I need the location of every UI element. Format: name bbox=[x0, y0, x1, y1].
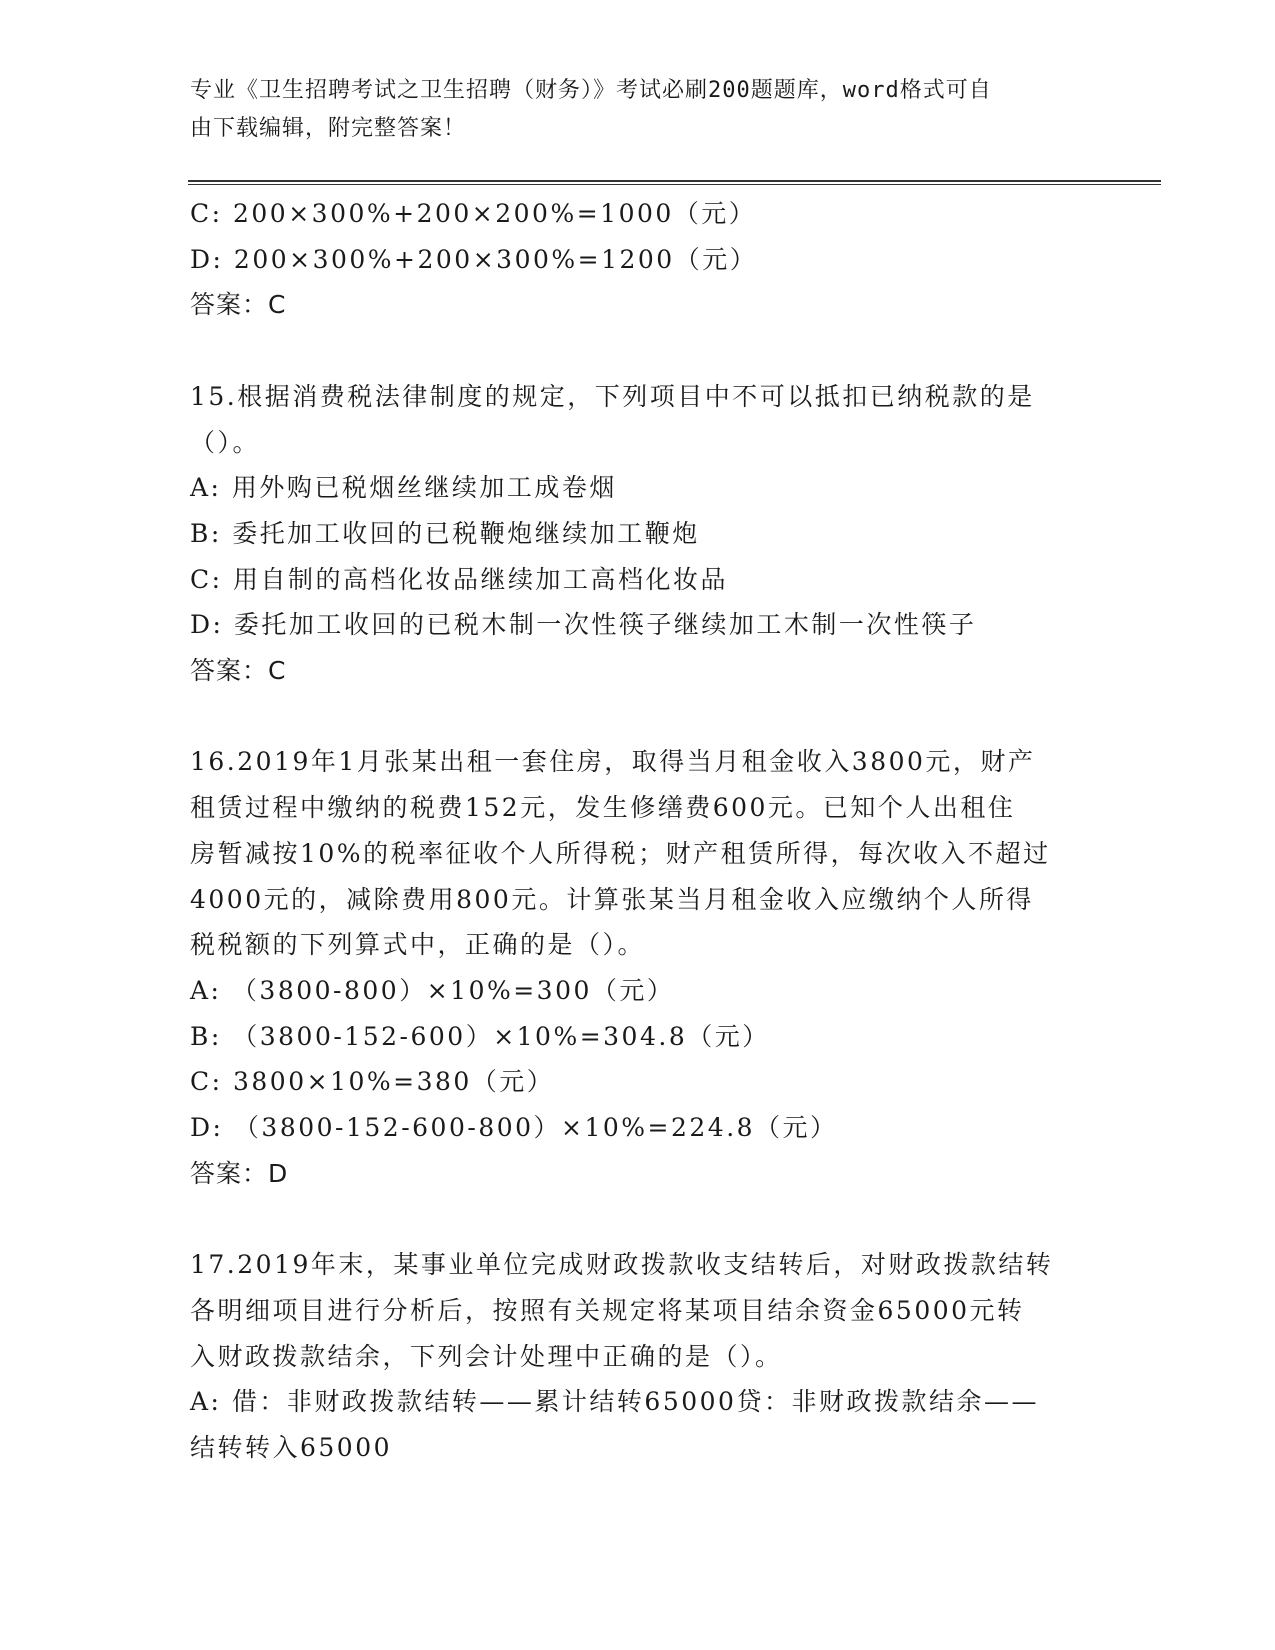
q16-stem-line-3: 房暂减按10%的税率征收个人所得税；财产租赁所得，每次收入不超过 bbox=[190, 838, 1051, 868]
question-content bbox=[190, 191, 1090, 1471]
q15-option-a: A: 用外购已税烟丝继续加工成卷烟 bbox=[190, 473, 617, 503]
q16-option-a: A: （3800-800）×10%=300（元） bbox=[190, 975, 675, 1005]
q15-stem-line-2: （）。 bbox=[190, 427, 261, 457]
q16-answer: 答案：D bbox=[190, 1158, 289, 1188]
header-divider-thin bbox=[188, 184, 1161, 185]
q17-stem-line-3: 入财政拨款结余，下列会计处理中正确的是（）。 bbox=[190, 1341, 783, 1371]
q14-answer: 答案：C bbox=[190, 290, 287, 320]
q17-option-a-line-2: 结转转入65000 bbox=[190, 1432, 393, 1462]
q15-option-b: B: 委托加工收回的已税鞭炮继续加工鞭炮 bbox=[190, 518, 700, 548]
header-line-2: 由下载编辑，附完整答案！ bbox=[190, 116, 467, 141]
q15-option-c: C: 用自制的高档化妆品继续加工高档化妆品 bbox=[190, 564, 728, 594]
spacer bbox=[190, 1196, 1090, 1242]
q16-stem-line-2: 租赁过程中缴纳的税费152元，发生修缮费600元。已知个人出租住 bbox=[190, 793, 1016, 823]
q17-option-a-line-1: A: 借：非财政拨款结转——累计结转65000贷：非财政拨款结余—— bbox=[190, 1387, 1039, 1417]
q14-option-c: C: 200×300%+200×200%=1000（元） bbox=[190, 199, 757, 228]
q15-stem-line-1: 15.根据消费税法律制度的规定，下列项目中不可以抵扣已纳税款的是 bbox=[190, 381, 1035, 411]
header-line-1: 专业《卫生招聘考试之卫生招聘（财务）》考试必刷200题题库，word格式可自 bbox=[190, 78, 992, 103]
q15-option-d: D: 委托加工收回的已税木制一次性筷子继续加工木制一次性筷子 bbox=[190, 610, 977, 640]
q17-stem-line-1: 17.2019年末，某事业单位完成财政拨款收支结转后，对财政拨款结转 bbox=[190, 1250, 1054, 1280]
q14-option-d: D: 200×300%+200×300%=1200（元） bbox=[190, 244, 758, 274]
spacer bbox=[190, 328, 1090, 374]
q16-stem-line-1: 16.2019年1月张某出租一套住房，取得当月租金收入3800元，财产 bbox=[190, 747, 1036, 777]
q16-option-c: C: 3800×10%=380（元） bbox=[190, 1067, 555, 1097]
q15-answer: 答案：C bbox=[190, 656, 287, 686]
page-header bbox=[190, 72, 1090, 148]
spacer bbox=[190, 694, 1090, 740]
q16-option-d: D: （3800-152-600-800）×10%=224.8（元） bbox=[190, 1113, 838, 1143]
q16-stem-line-4: 4000元的，减除费用800元。计算张某当月租金收入应缴纳个人所得 bbox=[190, 884, 1034, 914]
q17-stem-line-2: 各明细项目进行分析后，按照有关规定将某项目结余资金65000元转 bbox=[190, 1295, 1025, 1325]
q16-stem-line-5: 税税额的下列算式中，正确的是（）。 bbox=[190, 930, 646, 960]
header-divider-thick bbox=[188, 180, 1161, 182]
q16-option-b: B: （3800-152-600）×10%=304.8（元） bbox=[190, 1021, 770, 1051]
